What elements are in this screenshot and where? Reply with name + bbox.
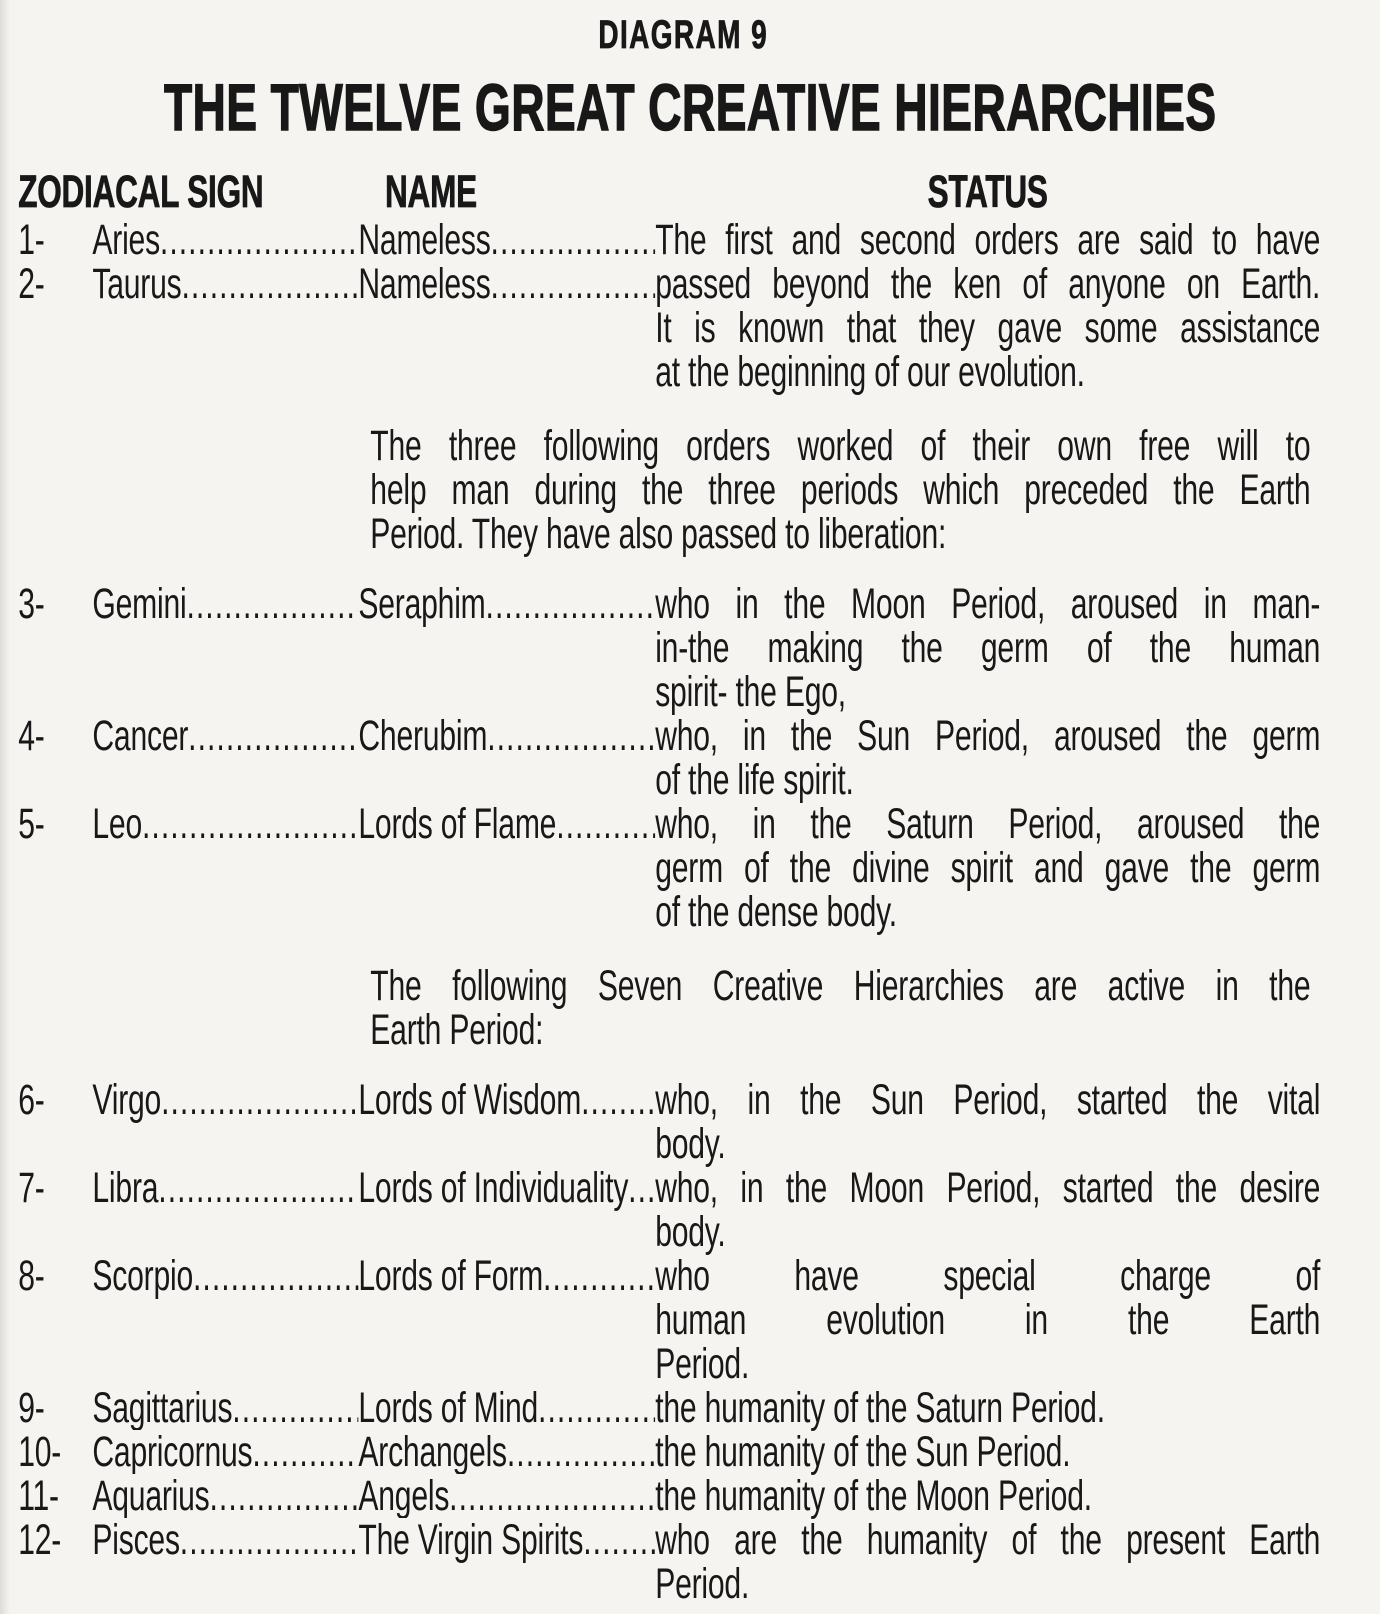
hierarchy-name: Lords of Individuality [358,1166,629,1212]
dot-leader [628,1166,655,1254]
paragraph-line: help man during the three periods which preceded the Earth [370,466,1311,514]
status-line: Period. [655,1560,750,1608]
name-cell [358,1386,655,1430]
sign-cell [92,582,358,714]
status-line: human evolution in the Earth [655,1296,1321,1344]
zodiacal-sign: Gemini [92,582,187,628]
column-header-row [18,166,1380,217]
table-row [18,1430,1380,1474]
zodiacal-sign: Sagittarius [92,1386,233,1430]
hierarchy-name: Lords of Flame [358,802,557,848]
dot-leader [186,582,358,714]
paragraph-line: The following Seven Creative Hierarchies are active in the [370,962,1311,1010]
dot-leader [161,1078,358,1166]
hierarchy-name: Cherubim [358,714,488,760]
hierarchy-name: Angels [358,1474,450,1518]
document-body [18,218,1380,1606]
table-row [18,1166,1380,1254]
dot-leader [188,714,358,802]
status-line: passed beyond the ken of anyone on Earth. [655,260,1321,308]
dot-leader [491,218,656,262]
dot-leader [538,1386,655,1430]
status-line: Period. [655,1340,750,1388]
status-cell [655,714,1320,802]
row-number: 6- [18,1076,45,1124]
dot-leader [486,582,656,714]
zodiacal-sign: Aries [92,218,160,262]
status-line: at the beginning of our evolution. [655,348,1085,396]
row-number: 10- [18,1428,62,1476]
row-number: 11- [18,1472,59,1520]
dot-leader [487,714,655,802]
status-cell [655,1254,1320,1386]
zodiacal-sign: Cancer [92,714,189,760]
row-number: 3- [18,580,45,628]
paragraph [370,964,1310,1052]
name-cell [358,1254,655,1386]
table-row [18,1474,1380,1518]
status-line: who are the humanity of the present Earth [655,1516,1321,1564]
row-number: 2- [18,260,45,308]
sign-cell [92,1518,358,1606]
status-line: the humanity of the Moon Period. [655,1472,1092,1520]
page-kicker: DIAGRAM 9 [598,13,769,57]
status-cell [655,582,1320,714]
sign-cell [92,714,358,802]
name-cell [358,218,655,262]
dot-leader [491,262,656,394]
row-number: 7- [18,1164,45,1212]
zodiacal-sign: Pisces [92,1518,180,1564]
status-line: body. [655,1120,726,1168]
dot-leader [507,1430,655,1474]
row-number: 5- [18,800,45,848]
row-number: 12- [18,1516,62,1564]
sign-cell [92,802,358,934]
table-row [18,714,1380,802]
sign-cell [92,262,358,394]
table-row [18,802,1380,934]
status-cell [655,1430,1320,1474]
zodiacal-sign: Leo [92,802,142,848]
status-line: of the life spirit. [655,756,854,804]
table-row [18,1386,1380,1430]
name-cell [358,582,655,714]
status-line: It is known that they gave some assistance [655,304,1321,352]
status-cell [655,218,1320,262]
zodiacal-sign: Capricornus [92,1430,253,1474]
status-line: spirit- the Ego, [655,668,846,716]
sign-cell [92,1474,358,1518]
dot-leader [160,218,358,262]
status-line: in-the making the germ of the human [655,624,1321,672]
dot-leader [543,1254,655,1386]
status-line: the humanity of the Sun Period. [655,1428,1071,1476]
table-row [18,218,1380,262]
row-number: 4- [18,712,45,760]
row-number: 1- [18,216,45,264]
name-cell [358,1474,655,1518]
zodiacal-sign: Virgo [92,1078,162,1124]
table-row [18,262,1380,394]
page-title: THE TWELVE GREAT CREATIVE HIERARCHIES [163,70,1217,144]
row-number: 9- [18,1384,45,1432]
table-row [18,1518,1380,1606]
dot-leader [581,1078,655,1166]
status-cell [655,262,1320,394]
dot-leader [158,1166,358,1254]
status-line: who have special charge of [655,1252,1321,1300]
paragraph-line: The three following orders worked of their own free will to [370,422,1311,470]
sign-cell [92,1166,358,1254]
paragraph-line: Earth Period: [370,1006,544,1054]
column-header-name: NAME [385,166,477,217]
dot-leader [252,1430,358,1474]
sign-cell [92,1078,358,1166]
status-cell [655,1518,1320,1606]
name-cell [358,1078,655,1166]
zodiacal-sign: Taurus [92,262,182,308]
hierarchy-name: Lords of Wisdom [358,1078,582,1124]
dot-leader [180,1518,359,1606]
column-header-status: STATUS [927,166,1048,217]
status-line: the humanity of the Saturn Period. [655,1384,1105,1432]
dot-leader [210,1474,359,1518]
sign-cell [92,218,358,262]
hierarchy-name: Nameless [358,218,491,262]
status-line: body. [655,1208,726,1256]
sign-cell [92,1430,358,1474]
status-line: The first and second orders are said to have [655,216,1321,264]
status-cell [655,1078,1320,1166]
table-row [18,1078,1380,1166]
column-header-zodiacal-sign: ZODIACAL SIGN [18,166,264,217]
paragraph-line: Period. They have also passed to liberation: [370,510,947,558]
status-line: who, in the Moon Period, started the desire [655,1164,1321,1212]
hierarchy-name: Lords of Form [358,1254,544,1300]
status-cell [655,1166,1320,1254]
name-cell [358,1430,655,1474]
hierarchy-name: Nameless [358,262,491,308]
status-line: who, in the Saturn Period, aroused the [655,800,1321,848]
status-cell [655,1386,1320,1430]
table-row [18,582,1380,714]
dot-leader [232,1386,358,1430]
hierarchy-name: Archangels [358,1430,507,1474]
hierarchy-name: Lords of Mind [358,1386,539,1430]
status-line: who, in the Sun Period, started the vital [655,1076,1321,1124]
status-line: who, in the Sun Period, aroused the germ [655,712,1321,760]
paragraph [370,424,1310,556]
zodiacal-sign: Aquarius [92,1474,210,1518]
name-cell [358,1518,655,1606]
status-cell [655,1474,1320,1518]
name-cell [358,262,655,394]
hierarchy-name: Seraphim [358,582,486,628]
dot-leader [181,262,358,394]
sign-cell [92,1254,358,1386]
hierarchy-name: The Virgin Spirits [358,1518,584,1564]
name-cell [358,802,655,934]
name-cell [358,1166,655,1254]
zodiacal-sign: Libra [92,1166,159,1212]
status-line: of the dense body. [655,888,897,936]
sign-cell [92,1386,358,1430]
dot-leader [583,1518,655,1606]
name-cell [358,714,655,802]
dot-leader [449,1474,655,1518]
row-number: 8- [18,1252,45,1300]
status-line: who in the Moon Period, aroused in man- [655,580,1321,628]
dot-leader [556,802,655,934]
zodiacal-sign: Scorpio [92,1254,193,1300]
dot-leader [142,802,358,934]
status-line: germ of the divine spirit and gave the germ [655,844,1321,892]
table-row [18,1254,1380,1386]
status-cell [655,802,1320,934]
dot-leader [193,1254,358,1386]
